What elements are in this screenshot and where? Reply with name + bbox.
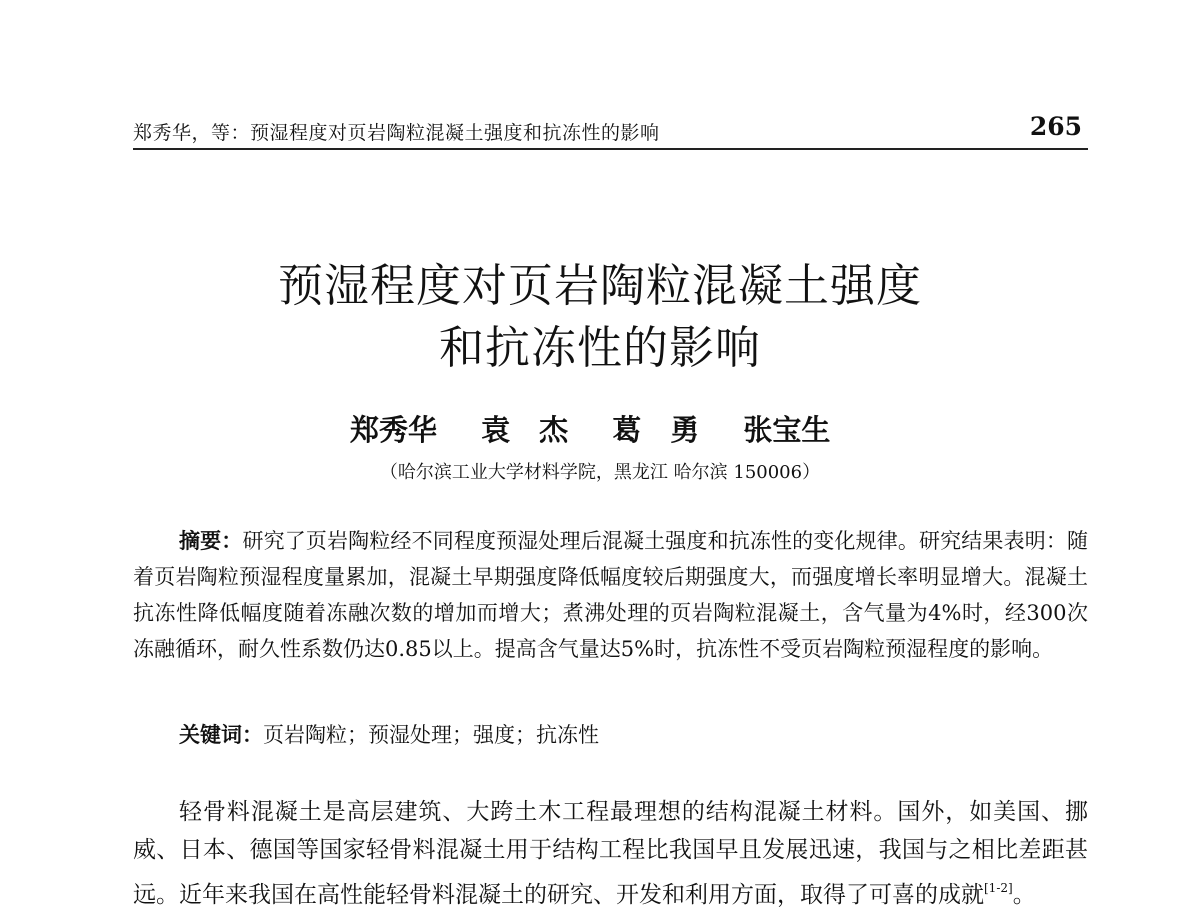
running-header [133, 112, 1088, 150]
body-paragraph: 轻骨料混凝土是高层建筑、大跨土木工程最理想的结构混凝土材料。国外，如美国、挪威、日本、德国等国家轻骨料混凝土用于结构工程比我国早且发展迅速，我国与之相比差距甚远。近年来我国在高性能轻骨料混凝土的研究、开发和利用方面，取得了可喜的成就 [133, 799, 1088, 908]
keywords-text: 页岩陶粒；预湿处理；强度；抗冻性 [263, 723, 599, 747]
affiliation: （哈尔滨工业大学材料学院，黑龙江 哈尔滨 150006） [379, 462, 821, 483]
author-list [350, 408, 830, 449]
abstract [133, 523, 1088, 667]
author: 葛 勇 [612, 413, 700, 447]
paper-title [0, 255, 1200, 379]
author: 袁 杰 [481, 413, 569, 447]
keywords [179, 719, 599, 749]
body-text [133, 793, 1088, 914]
keywords-label: 关键词： [179, 722, 263, 747]
title-line-2: 和抗冻性的影响 [438, 321, 761, 374]
author: 郑秀华 [350, 413, 438, 447]
page-number: 265 [1029, 112, 1082, 141]
running-title: 郑秀华，等：预湿程度对页岩陶粒混凝土强度和抗冻性的影响 [133, 122, 660, 144]
citation: [1-2] [984, 881, 1013, 895]
abstract-text: 研究了页岩陶粒经不同程度预湿处理后混凝土强度和抗冻性的变化规律。研究结果表明：随着页岩陶粒预湿程度量累加，混凝土早期强度降低幅度较后期强度大，而强度增长率明显增大。混凝土抗冻性降低幅度随着冻融次数的增加而增大；煮沸处理的页岩陶粒混凝土，含气量为4%时，经300次冻融循环，耐久性系数仍达0.85以上。提高含气量达5%时，抗冻性不受页岩陶粒预湿程度的影响。 [133, 529, 1089, 661]
author: 张宝生 [743, 413, 831, 447]
title-line-1: 预湿程度对页岩陶粒混凝土强度 [277, 259, 922, 312]
body-paragraph-end: 。 [1012, 882, 1036, 908]
abstract-label: 摘要： [179, 528, 243, 553]
